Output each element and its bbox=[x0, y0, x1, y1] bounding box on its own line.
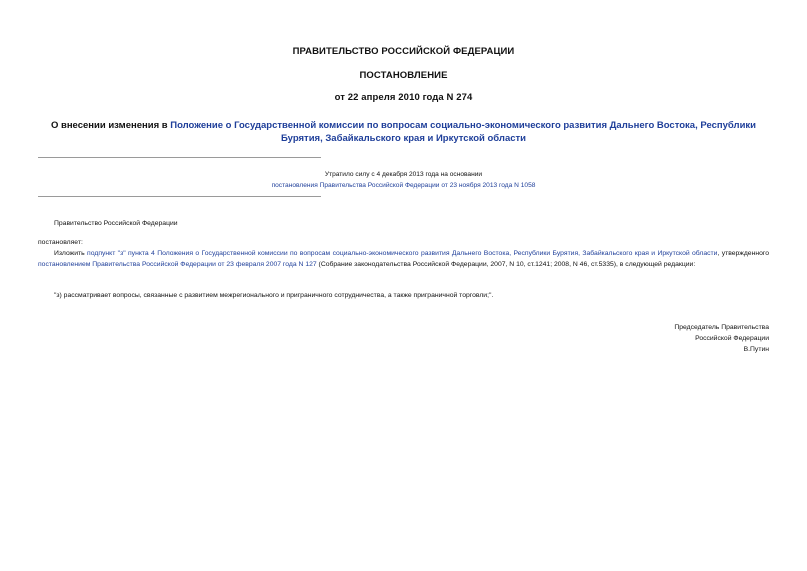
signature-title-2: Российской Федерации bbox=[695, 335, 769, 342]
status-note bbox=[0, 169, 807, 191]
divider-bottom bbox=[38, 196, 321, 197]
title-link[interactable]: Положение о Государственной комиссии по вопросам социально-экономического развития Дальнего Востока, Республики Бурятия, Забайкальского края и Иркутской области bbox=[170, 120, 757, 144]
quoted-text: "з) рассматривает вопросы, связанные с развитием межрегионального и приграничного сотрудничества, а также приграничной торговли;". bbox=[54, 292, 494, 299]
amendment-paragraph bbox=[38, 249, 769, 270]
government-line: Правительство Российской Федерации bbox=[54, 220, 178, 227]
document-date-number: от 22 апреля 2010 года N 274 bbox=[334, 92, 473, 103]
signature-name: В.Путин bbox=[743, 346, 769, 353]
paragraph-prefix: Изложить bbox=[54, 250, 88, 257]
paragraph-mid: , утвержденного bbox=[717, 250, 769, 257]
document-type: ПОСТАНОВЛЕНИЕ bbox=[359, 70, 448, 81]
divider-top bbox=[38, 157, 321, 158]
status-text: Утратило силу с 4 декабря 2013 года на основании bbox=[324, 171, 483, 178]
title-prefix: О внесении изменения в bbox=[50, 120, 171, 131]
paragraph-suffix: (Собрание законодательства Российской Федерации, 2007, N 10, ст.1241; 2008, N 46, ст.5335), в следующей редакции: bbox=[316, 260, 696, 268]
signature-block bbox=[674, 322, 769, 355]
decrees-line: постановляет: bbox=[38, 239, 83, 246]
signature-title-1: Председатель Правительства bbox=[674, 324, 769, 331]
decree-link[interactable]: постановлением Правительства Российской Федерации от 23 февраля 2007 года N 127 bbox=[38, 260, 317, 268]
issuing-authority: ПРАВИТЕЛЬСТВО РОССИЙСКОЙ ФЕДЕРАЦИИ bbox=[292, 46, 515, 57]
document-title bbox=[40, 119, 767, 145]
repeal-link[interactable]: постановления Правительства Российской Федерации от 23 ноября 2013 года N 1058 bbox=[271, 182, 536, 189]
subpoint-link[interactable]: подпункт "з" пункта 4 Положения о Государственной комиссии по вопросам социально-экономического развития Дальнего Востока, Республики Бурятия, Забайкальского края и Иркутской области bbox=[87, 250, 718, 257]
